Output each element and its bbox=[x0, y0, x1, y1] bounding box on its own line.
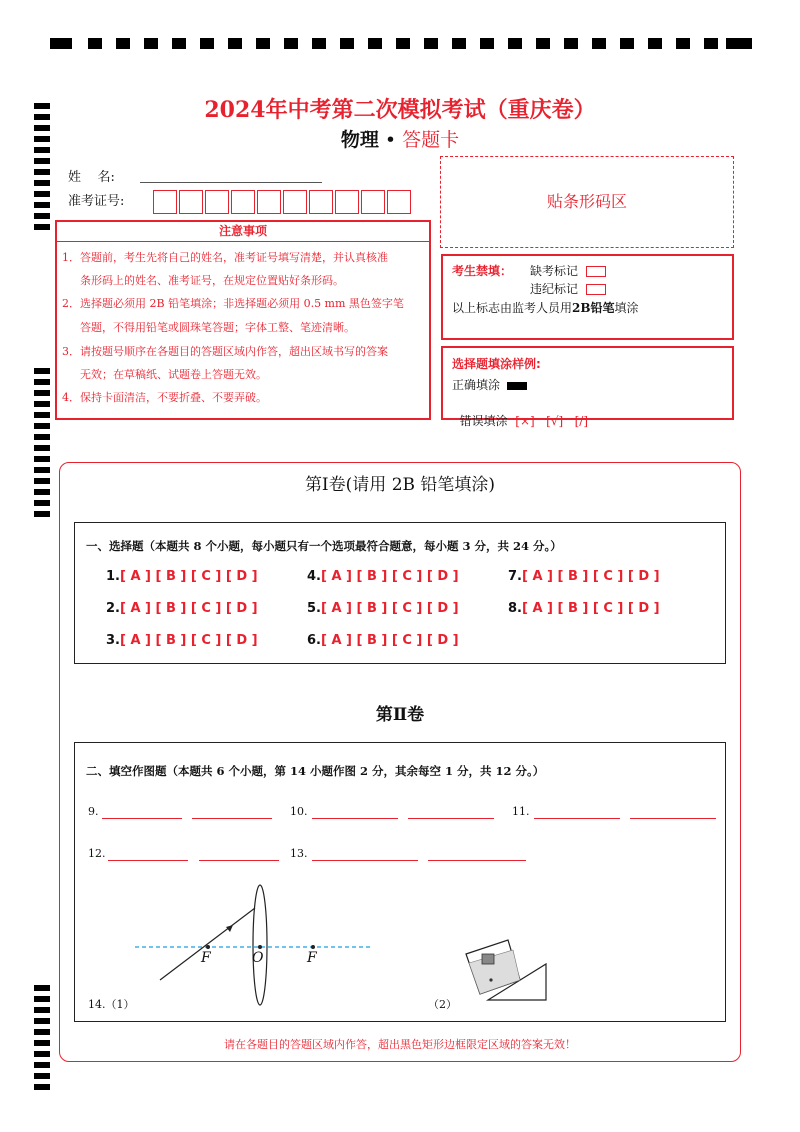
timing-marks-top bbox=[50, 38, 752, 52]
timing-mark bbox=[34, 445, 50, 451]
timing-mark bbox=[34, 434, 50, 440]
answer-blank[interactable] bbox=[312, 818, 398, 819]
timing-mark bbox=[34, 412, 50, 418]
timing-mark bbox=[34, 368, 50, 374]
timing-mark bbox=[34, 1018, 50, 1024]
options[interactable]: [ A ] [ B ] [ C ] [ D ] bbox=[119, 569, 258, 584]
timing-mark bbox=[34, 213, 50, 219]
block bbox=[482, 954, 494, 964]
correct-label: 正确填涂 bbox=[452, 378, 501, 392]
forbidden-label: 考生禁填： bbox=[452, 264, 513, 278]
notice-item: 1．答题前，考生先将自己的姓名，准考证号填写清楚，并认真核准 bbox=[62, 251, 388, 264]
exam-title: 2024年中考第二次模拟考试（重庆卷） bbox=[204, 97, 596, 123]
question-2[interactable] bbox=[106, 601, 258, 616]
notice-item: 2．选择题必须用 2B 铅笔填涂；非选择题必须用 0.5 mm 黑色签字笔 bbox=[62, 297, 404, 310]
timing-mark bbox=[34, 379, 50, 385]
subject-line bbox=[0, 125, 800, 152]
note-suffix: 填涂 bbox=[614, 301, 639, 315]
notice-item: 3．请按题号顺序在各题目的答题区域内作答，超出区域书写的答案 bbox=[62, 345, 388, 358]
note-prefix: 以上标志由监考人员用 bbox=[452, 301, 573, 315]
question-8[interactable] bbox=[508, 601, 660, 616]
q10-label: 10. bbox=[290, 805, 308, 818]
card-label: 答题卡 bbox=[402, 129, 460, 151]
incident-ray bbox=[160, 908, 255, 980]
notice-item: 无效；在草稿纸、试题卷上答题无效。 bbox=[80, 368, 267, 381]
timing-mark bbox=[34, 202, 50, 208]
options[interactable]: [ A ] [ B ] [ C ] [ D ] bbox=[119, 601, 258, 616]
focus-point-right bbox=[311, 945, 315, 949]
question-7[interactable] bbox=[508, 569, 660, 584]
notice-item: 条形码上的姓名、准考证号，在规定位置贴好条形码。 bbox=[80, 274, 344, 287]
timing-mark bbox=[34, 1007, 50, 1013]
options[interactable]: [ A ] [ B ] [ C ] [ D ] bbox=[320, 601, 459, 616]
notice-item: 答题，不得用铅笔或圆珠笔答题；字体工整、笔迹清晰。 bbox=[80, 321, 355, 334]
wrong-row bbox=[452, 398, 588, 429]
question-number: 6. bbox=[307, 633, 321, 648]
question-1[interactable] bbox=[106, 569, 258, 584]
q11-label: 11. bbox=[512, 805, 530, 818]
filled-sample bbox=[507, 382, 527, 390]
question-number: 7. bbox=[508, 569, 522, 584]
notice-item: 4．保持卡面清洁，不要折叠、不要弄破。 bbox=[62, 391, 267, 404]
notice-title: 注意事项 bbox=[55, 220, 431, 242]
timing-mark bbox=[34, 500, 50, 506]
timing-mark bbox=[34, 423, 50, 429]
timing-mark bbox=[34, 224, 50, 230]
label-o: O bbox=[252, 950, 264, 966]
question-number: 3. bbox=[106, 633, 120, 648]
part1-title: 第Ⅰ卷(请用 2B 铅笔填涂) bbox=[304, 475, 496, 495]
question-5[interactable] bbox=[307, 601, 459, 616]
timing-mark bbox=[34, 1029, 50, 1035]
focus-point-left bbox=[206, 945, 210, 949]
question-3[interactable] bbox=[106, 633, 258, 648]
answer-blank[interactable] bbox=[199, 860, 279, 861]
answer-blank[interactable] bbox=[102, 818, 182, 819]
absent-mark[interactable] bbox=[586, 266, 606, 277]
question-6[interactable] bbox=[307, 633, 459, 648]
q13-label: 13. bbox=[290, 847, 308, 860]
timing-mark bbox=[34, 1062, 50, 1068]
q9-label: 9. bbox=[88, 805, 99, 818]
fill-section-title: 二、填空作图题（本题共 6 个小题，第 14 小题作图 2 分，其余每空 1 分，共 12 分。） bbox=[86, 764, 545, 778]
question-number: 4. bbox=[307, 569, 321, 584]
lens-diagram[interactable] bbox=[120, 880, 380, 1010]
answer-blank[interactable] bbox=[428, 860, 526, 861]
label-f-right: F bbox=[307, 950, 317, 966]
options[interactable]: [ A ] [ B ] [ C ] [ D ] bbox=[521, 601, 660, 616]
choice-section-title: 一、选择题（本题共 8 个小题，每小题只有一个选项最符合题意，每小题 3 分，共 24 分。） bbox=[86, 539, 562, 553]
timing-mark bbox=[34, 511, 50, 517]
options[interactable]: [ A ] [ B ] [ C ] [ D ] bbox=[521, 569, 660, 584]
timing-mark bbox=[34, 985, 50, 991]
q12-label: 12. bbox=[88, 847, 106, 860]
question-number: 2. bbox=[106, 601, 120, 616]
timing-mark bbox=[34, 180, 50, 186]
incline-diagram[interactable] bbox=[458, 930, 558, 1006]
wrong-label: 错误填涂 bbox=[459, 414, 508, 428]
question-number: 5. bbox=[307, 601, 321, 616]
point bbox=[489, 978, 492, 981]
dot: • bbox=[384, 129, 397, 151]
answer-blank[interactable] bbox=[534, 818, 620, 819]
timing-mark bbox=[34, 401, 50, 407]
answer-blank[interactable] bbox=[108, 860, 188, 861]
barcode-label: 贴条形码区 bbox=[546, 192, 627, 211]
barcode-area bbox=[440, 156, 734, 248]
answer-blank[interactable] bbox=[192, 818, 272, 819]
water bbox=[469, 950, 520, 994]
optical-center bbox=[258, 945, 262, 949]
wrong-marks: [×] [√] [/] bbox=[515, 414, 589, 428]
note-bold: 2B铅笔 bbox=[572, 301, 615, 315]
id-boxes[interactable] bbox=[153, 190, 413, 214]
timing-mark bbox=[34, 158, 50, 164]
options[interactable]: [ A ] [ B ] [ C ] [ D ] bbox=[320, 569, 459, 584]
violation-mark[interactable] bbox=[586, 284, 606, 295]
timing-mark bbox=[34, 996, 50, 1002]
options[interactable]: [ A ] [ B ] [ C ] [ D ] bbox=[119, 633, 258, 648]
violation-mark-row bbox=[530, 280, 606, 297]
q14b-label: （2） bbox=[428, 998, 457, 1011]
violation-label: 违纪标记 bbox=[530, 282, 579, 296]
timing-mark bbox=[34, 1084, 50, 1090]
question-number: 8. bbox=[508, 601, 522, 616]
q14-label: 14.（1） bbox=[88, 998, 135, 1011]
answer-blank[interactable] bbox=[630, 818, 716, 819]
subject: 物理 bbox=[340, 129, 379, 151]
absent-mark-row bbox=[530, 262, 606, 279]
answer-blank[interactable] bbox=[408, 818, 494, 819]
question-4[interactable] bbox=[307, 569, 459, 584]
sample-title: 选择题填涂样例: bbox=[452, 357, 541, 371]
name-label: 姓 名: bbox=[68, 170, 115, 185]
timing-mark bbox=[34, 390, 50, 396]
timing-mark bbox=[34, 191, 50, 197]
footer-warning: 请在各题目的答题区域内作答，超出黑色矩形边框限定区域的答案无效！ bbox=[224, 1038, 576, 1051]
part2-title: 第Ⅱ卷 bbox=[375, 705, 425, 725]
answer-blank[interactable] bbox=[312, 860, 418, 861]
timing-mark bbox=[34, 169, 50, 175]
timing-mark bbox=[34, 456, 50, 462]
options[interactable]: [ A ] [ B ] [ C ] [ D ] bbox=[320, 633, 459, 648]
id-label: 准考证号: bbox=[68, 194, 125, 209]
label-f-left: F bbox=[201, 950, 211, 966]
name-field[interactable] bbox=[140, 182, 322, 183]
question-number: 1. bbox=[106, 569, 120, 584]
absent-label: 缺考标记 bbox=[530, 264, 579, 278]
timing-mark bbox=[34, 1073, 50, 1079]
forbidden-note bbox=[452, 299, 639, 316]
correct-row bbox=[452, 376, 527, 393]
